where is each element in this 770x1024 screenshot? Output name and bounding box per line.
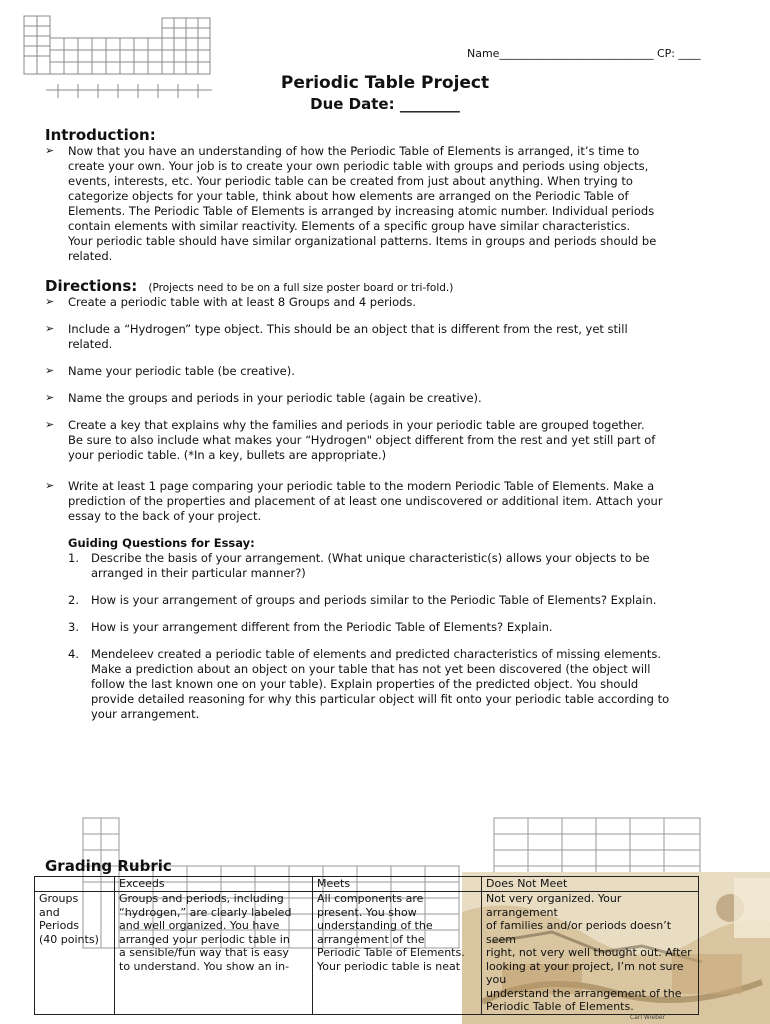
direction-item: [68, 418, 655, 463]
name-label: Name: [467, 47, 500, 60]
cell-line: Periodic Table of Elements.: [486, 1000, 634, 1013]
intro-line: categorize objects for your table, think about how elements are arranged on the Periodic Table of: [68, 189, 629, 203]
question-line: follow the last known one on your table). Explain properties of the predicted object. You should: [91, 677, 639, 691]
cell-line: “hydrogen,” are clearly labeled: [119, 905, 292, 919]
direction-line: essay to the back of your project.: [68, 509, 262, 523]
cell-line: Groups and periods, including: [119, 892, 284, 905]
rubric-meets-cell: [313, 892, 482, 1015]
intro-line: Now that you have an understanding of how the Periodic Table of Elements is arranged, it’s time to: [68, 144, 640, 158]
rubric-row-groups-periods: [35, 892, 699, 1015]
cell-line: present. You show: [317, 905, 417, 919]
direction-line: your periodic table. (*In a key, bullets are appropriate.): [68, 448, 387, 462]
direction-line: Include a “Hydrogen” type object. This should be an object that is different from the rest, yet still: [68, 322, 628, 336]
direction-item: [68, 295, 416, 310]
row-label-line: Periods: [39, 919, 80, 932]
cell-line: Not very organized. Your arrangement: [486, 892, 622, 919]
grading-rubric-table: [34, 876, 699, 1015]
rubric-header-blank: [35, 877, 115, 892]
guiding-question: [91, 647, 669, 722]
directions-heading: Directions:: [45, 277, 138, 295]
cell-line: arrangement of the: [317, 932, 425, 946]
rubric-does-not-meet-cell: [482, 892, 699, 1015]
name-blank: ____________________________: [499, 47, 654, 60]
direction-line: Create a periodic table with at least 8 Groups and 4 periods.: [68, 295, 417, 309]
direction-item: [68, 391, 482, 406]
question-number: 1.: [68, 551, 79, 565]
arrow-bullet-icon: ➢: [45, 391, 55, 404]
rubric-header-meets: Meets: [313, 877, 482, 892]
intro-line: create your own. Your job is to create your own periodic table with groups and periods using objects,: [68, 159, 649, 173]
cell-line: looking at your project, I’m not sure you: [486, 959, 684, 986]
guiding-question: [91, 551, 650, 581]
rubric-exceeds-cell: [115, 892, 313, 1015]
cell-line: understand the arrangement of the: [486, 986, 682, 1000]
direction-line: Name the groups and periods in your periodic table (again be creative).: [68, 391, 482, 405]
question-line: arranged in their particular manner?): [91, 566, 306, 580]
direction-line: prediction of the properties and placement of at least one undiscovered or additional item. Attach your: [68, 494, 663, 508]
cp-label: CP: ____: [656, 47, 701, 60]
row-label-line: (40 points): [39, 932, 99, 946]
direction-line: Name your periodic table (be creative).: [68, 364, 295, 378]
arrow-bullet-icon: ➢: [45, 364, 55, 377]
intro-line: Your periodic table should have similar organizational patterns. Items in groups and periods should be: [68, 234, 657, 248]
rubric-header-exceeds: Exceeds: [115, 877, 313, 892]
guiding-question: [91, 620, 553, 635]
illustration-caption: Carl Wieber: [630, 1014, 666, 1021]
direction-line: Be sure to also include what makes your “Hydrogen" object different from the rest and yet still part of: [68, 433, 656, 447]
intro-line: events, interests, etc. Your periodic table can be created from just about anything. When trying to: [68, 174, 633, 188]
guiding-questions-heading: Guiding Questions for Essay:: [68, 536, 255, 550]
intro-line: contain elements with similar reactivity. Elements of a specific group have similar characteristics.: [68, 219, 631, 233]
rubric-row-label: [35, 892, 115, 1015]
direction-item: [68, 479, 663, 524]
intro-line: related.: [68, 249, 113, 263]
cell-line: understanding of the: [317, 919, 433, 932]
question-line: Make a prediction about an object on your table that has not yet been discovered (the object will: [91, 662, 651, 676]
arrow-bullet-icon: ➢: [45, 295, 55, 308]
question-line: Mendeleev created a periodic table of elements and predicted characteristics of missing elements.: [91, 647, 662, 661]
question-line: provide detailed reasoning for why this particular object will fit onto your periodic table according to: [91, 692, 670, 706]
directions-header: [45, 276, 453, 295]
direction-line: Create a key that explains why the families and periods in your periodic table are grouped together.: [68, 418, 645, 432]
introduction-paragraph: [68, 144, 748, 264]
page-title: Periodic Table Project: [280, 73, 490, 93]
arrow-bullet-icon: ➢: [45, 322, 55, 335]
cell-line: of families and/or periods doesn’t seem: [486, 919, 672, 946]
cell-line: Periodic Table of Elements.: [317, 946, 465, 959]
question-number: 3.: [68, 620, 79, 634]
direction-item: [68, 364, 295, 379]
arrow-bullet-icon: ➢: [45, 479, 55, 492]
cell-line: and well organized. You have: [119, 919, 280, 932]
cell-line: right, not very well thought out. After: [486, 946, 692, 959]
question-number: 4.: [68, 647, 79, 661]
introduction-heading: Introduction:: [45, 126, 156, 144]
question-number: 2.: [68, 593, 79, 607]
row-label-line: Groups: [39, 892, 79, 905]
cell-line: to understand. You show an in-: [119, 959, 290, 973]
question-line: your arrangement.: [91, 707, 200, 721]
due-date: Due Date: ________: [310, 95, 460, 113]
direction-line: Write at least 1 page comparing your periodic table to the modern Periodic Table of Elements. Make a: [68, 479, 655, 493]
cell-line: arranged your periodic table in: [119, 932, 290, 946]
direction-line: related.: [68, 337, 113, 351]
arrow-bullet-icon: ➢: [45, 144, 55, 157]
intro-line: Elements. The Periodic Table of Elements is arranged by increasing atomic number. Individual periods: [68, 204, 655, 218]
cell-line: Your periodic table is neat: [317, 959, 461, 973]
rubric-heading: Grading Rubric: [45, 857, 172, 875]
question-line: How is your arrangement different from the Periodic Table of Elements? Explain.: [91, 620, 553, 634]
guiding-question: [91, 593, 656, 608]
rubric-header-does-not-meet: Does Not Meet: [482, 877, 699, 892]
directions-note: (Projects need to be on a full size poster board or tri-fold.): [148, 282, 454, 294]
cell-line: a sensible/fun way that is easy: [119, 946, 289, 959]
cell-line: All components are: [317, 892, 424, 905]
direction-item: [68, 322, 628, 352]
rubric-header-row: [35, 877, 699, 892]
name-line: [467, 46, 700, 61]
row-label-line: and: [39, 905, 60, 919]
question-line: Describe the basis of your arrangement. (What unique characteristic(s) allows your objects to be: [91, 551, 650, 565]
question-line: How is your arrangement of groups and periods similar to the Periodic Table of Elements? Explain.: [91, 593, 657, 607]
arrow-bullet-icon: ➢: [45, 418, 55, 431]
